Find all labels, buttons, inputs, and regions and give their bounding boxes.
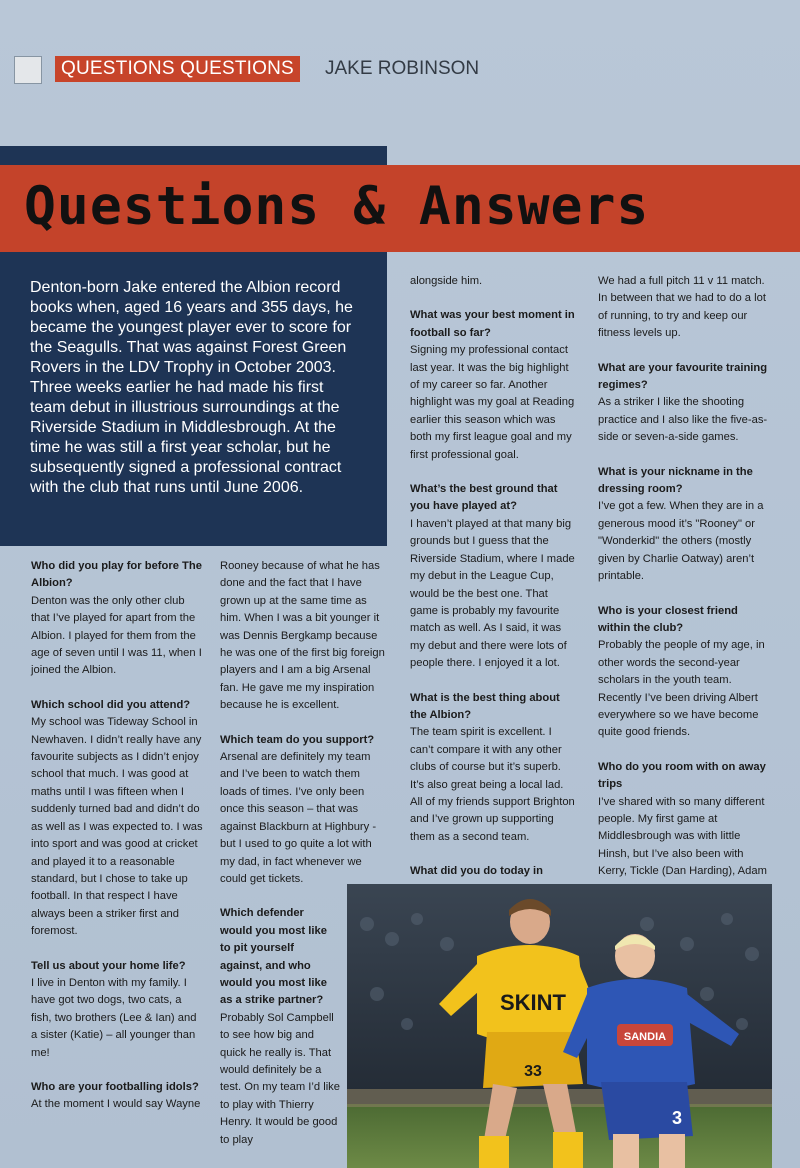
question: What’s the best ground that you have played at? <box>410 483 558 513</box>
answer: I live in Denton with my family. I have got two dogs, two cats, a fish, two brothers (Lee & Ian) and a sister (Katie) – all younger than me! <box>31 976 197 1059</box>
question: What is your nickname in the dressing room? <box>598 465 753 496</box>
answer: We had a full pitch 11 v 11 match. In between that we had to do a lot of running, to try and keep our fitness levels up. <box>598 275 766 340</box>
question: What did you do today in <box>410 865 543 878</box>
section-tag: QUESTIONS QUESTIONS <box>55 56 300 82</box>
shorts-number-blue: 3 <box>671 1108 683 1128</box>
question: Which team do you support? <box>220 733 375 746</box>
column-4 <box>598 273 770 950</box>
intro-box <box>0 252 387 546</box>
column-1 <box>31 558 203 1131</box>
answer: Signing my professional contact last year. It was the big highlight of my career so far. Another highlight was my goal at Reading earlier this season which was both my first league goal and my first professional goal. <box>410 344 575 461</box>
answer: Rooney because of what he has done and the fact that I have grown up at the same time as him. When I was a bit younger it was Dennis Bergkamp because he was one of the first big foreign players and I am a big Arsenal fan. He gave me my inspiration because he is excellent. <box>220 560 385 712</box>
answer: alongside him. <box>410 275 483 287</box>
subject-name: JAKE ROBINSON <box>325 58 480 79</box>
answer: My school was Tideway School in Newhaven. I didn’t really have any favourite subjects as I didn’t enjoy school that much. I was good at maths until I was fifteen when I suddenly turned bad and didn’t do as well as I was expected to. I was into sport and was good at cricket and played it to a reasonable standard, but I chose to take up football. In that respect I have always been a striker first and foremost. <box>31 716 203 938</box>
question: What are your favourite training regimes? <box>598 361 768 392</box>
answer: Arsenal are definitely my team and I’ve been to watch them loads of times. I’ve only been once this season – that was against Blackburn at Highbury - but I used to go quite a lot with my dad, in fact whenever we could get tickets. <box>220 751 377 885</box>
section-square <box>14 56 42 84</box>
question: Who do you room with on away trips <box>598 760 766 791</box>
answer: I’ve shared with so many different people. My first game at Middlesbrough was with little Hinsh, but I’ve also been with Kerry, Tickle (Dan Harding), Adam <box>598 795 767 878</box>
question: Tell us about your home life? <box>31 959 186 972</box>
page-title: Questions & Answers <box>24 176 650 237</box>
column-3 <box>410 273 578 898</box>
shorts-number-yellow: 33 <box>524 1063 542 1080</box>
question: Who is your closest friend within the club? <box>598 604 738 634</box>
question: Which school did you attend? <box>31 698 191 711</box>
away-sponsor: SANDIA <box>623 1031 667 1043</box>
match-photo <box>347 884 772 1168</box>
question: What is the best thing about the Albion? <box>410 691 560 721</box>
answer: Denton was the only other club that I’ve played for apart from the Albion. I played for them from the age of seven until I was 11, when I joined the Albion. <box>31 594 202 677</box>
intro-text: Denton-born Jake entered the Albion record books when, aged 16 years and 355 days, he became the youngest player ever to score for the Seagulls. That was against Forest Green Rovers in the LDV Trophy in October 2003. Three weeks earlier he had made his first team debut in illustrious surroundings at the Riverside Stadium in Middlesbrough. At the time he was still a first year scholar, but he subsequently signed a professional contract with the club that runs until June 2006. <box>30 279 353 496</box>
question: Who are your footballing idols? <box>31 1080 199 1093</box>
answer: At the moment I would say Wayne <box>31 1098 201 1111</box>
answer: I’ve got a few. When they are in a generous mood it’s "Rooney" or "Wonderkid" the others (mostly given by Charlie Oatway) aren’t printable. <box>598 500 764 583</box>
answer: As a striker I like the shooting practice and I also like the five-as-side or seven-a-side games. <box>598 396 768 444</box>
question: Which defender would you most like to pit yourself against, and who would you most like as a strike partner? <box>220 907 327 1007</box>
answer: I haven’t played at that many big grounds but I guess that the Riverside Stadium, where I made my debut in the League Cup, would be the best one. That game is probably my favourite match as well. As I said, it was my debut and there were lots of people there. I enjoyed it a lot. <box>410 517 575 670</box>
shirt-sponsor: SKINT <box>500 990 566 1015</box>
question: Who did you play for before The Albion? <box>31 560 202 590</box>
answer: Probably Sol Campbell to see how big and quick he really is. That would definitely be a test. On my team I’d like to play with Thierry Henry. It would be good to play <box>220 1011 340 1146</box>
answer: Probably the people of my age, in other words the second-year scholars in the youth team. Recently I’ve been driving Albert everywhere so we have become quite good friends. <box>598 639 765 739</box>
match-photo-illustration <box>347 884 772 1168</box>
question: What was your best moment in football so far? <box>410 309 575 339</box>
answer: The team spirit is excellent. I can’t compare it with any other clubs of course but it’s superb. It’s also great being a local lad. All of my friends support Brighton and I’ve grown up supporting them as a second team. <box>410 726 575 843</box>
